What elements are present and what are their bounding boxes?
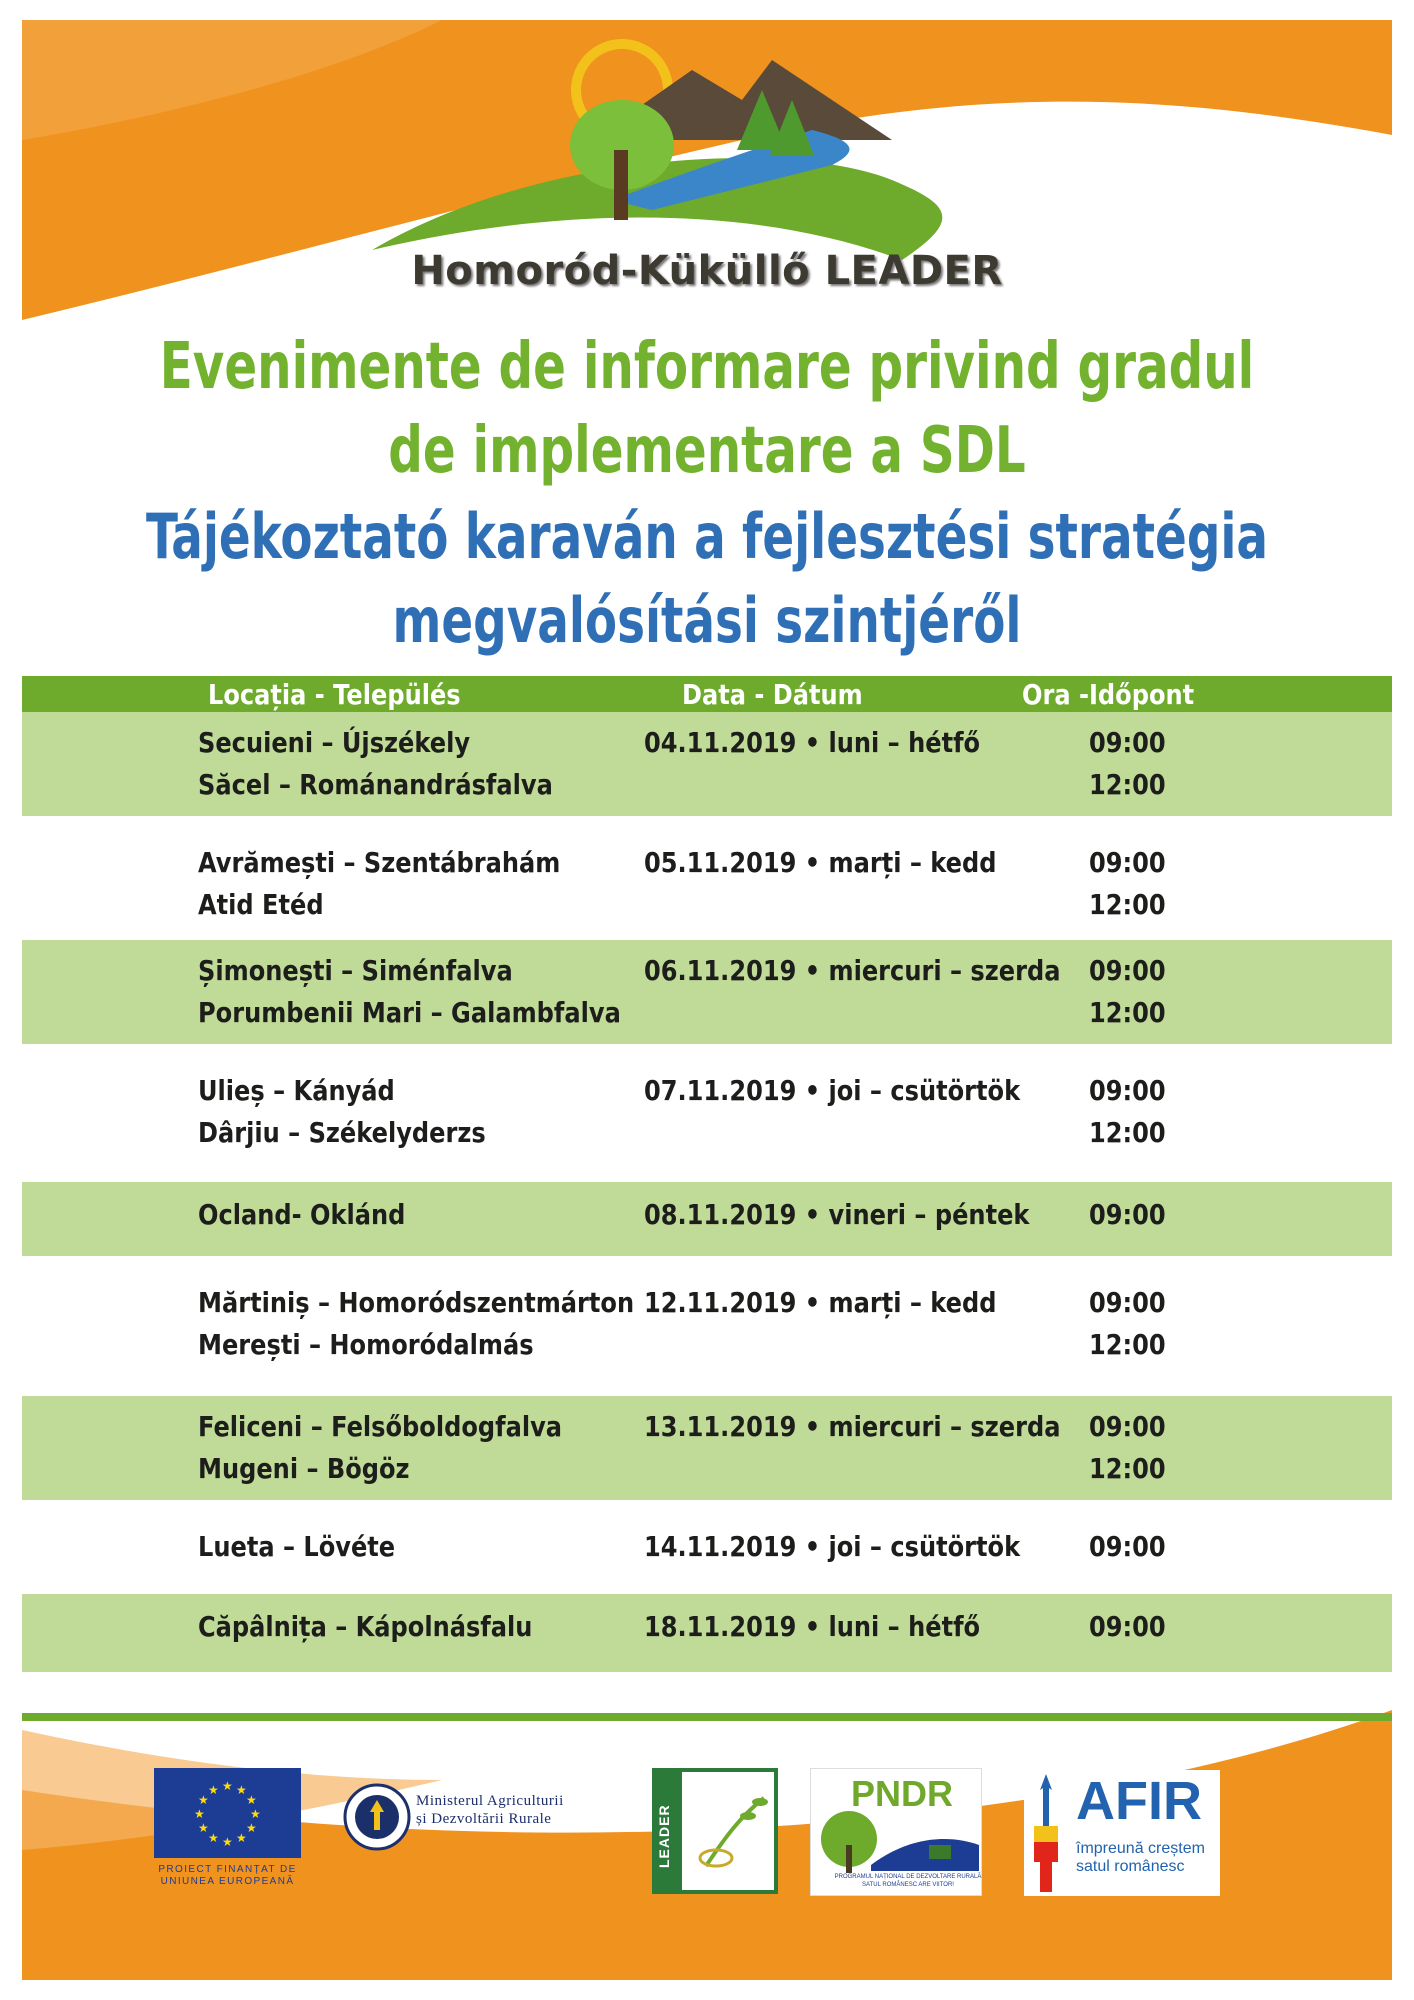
svg-text:★: ★ (236, 1831, 247, 1845)
time-cell: 09:00 (1089, 1610, 1166, 1643)
title-hu-line-1: Tájékoztató karaván a fejlesztési stratégia (145, 500, 1269, 573)
svg-text:★: ★ (236, 1783, 247, 1797)
header-date: Data - Dátum (682, 678, 863, 711)
date-cell: 08.11.2019 • vineri – péntek (644, 1198, 1030, 1231)
time-cell: 09:00 (1089, 1530, 1166, 1563)
date-cell: 12.11.2019 • marți – kedd (644, 1286, 997, 1319)
leader-logo (652, 1768, 778, 1894)
table-bottom-rule (22, 1713, 1392, 1721)
time-cell: 09:00 (1089, 1074, 1166, 1107)
svg-text:★: ★ (246, 1821, 257, 1835)
time-cell: 12:00 (1089, 1116, 1166, 1149)
date-cell: 13.11.2019 • miercuri – szerda (644, 1410, 1061, 1443)
location-cell: Căpâlnița – Kápolnásfalu (198, 1610, 533, 1643)
table-row (22, 712, 1392, 816)
location-cell: Mărtiniș – Homoródszentmárton (198, 1286, 635, 1319)
table-row (22, 1044, 1392, 1182)
svg-text:★: ★ (246, 1793, 257, 1807)
date-cell: 07.11.2019 • joi – csütörtök (644, 1074, 1021, 1107)
time-cell: 12:00 (1089, 1328, 1166, 1361)
location-cell: Lueta – Lövéte (198, 1530, 396, 1563)
table-row (22, 1256, 1392, 1396)
time-cell: 12:00 (1089, 768, 1166, 801)
location-cell: Ulieș – Kányád (198, 1074, 395, 1107)
title-hu-line-2: megvalósítási szintjéről (392, 584, 1022, 657)
seedling-icon (686, 1776, 776, 1886)
time-cell: 09:00 (1089, 1286, 1166, 1319)
time-cell: 09:00 (1089, 726, 1166, 759)
time-cell: 09:00 (1089, 954, 1166, 987)
time-cell: 09:00 (1089, 1198, 1166, 1231)
title-romanian (22, 325, 1392, 493)
location-cell: Săcel – Románandrásfalva (198, 768, 553, 801)
table-row (22, 1500, 1392, 1594)
date-cell: 14.11.2019 • joi – csütörtök (644, 1530, 1021, 1563)
location-cell: Șimonești – Siménfalva (198, 954, 513, 987)
afir-logo (1024, 1770, 1220, 1896)
location-cell: Dârjiu – Székelyderzs (198, 1116, 486, 1149)
poster (22, 20, 1392, 1980)
ministry-logo (342, 1782, 642, 1852)
table-row (22, 940, 1392, 1044)
svg-text:★: ★ (222, 1779, 233, 1793)
location-cell: Porumbenii Mari – Galambfalva (198, 996, 621, 1029)
time-cell: 09:00 (1089, 1410, 1166, 1443)
time-cell: 12:00 (1089, 996, 1166, 1029)
date-cell: 18.11.2019 • luni – hétfő (644, 1610, 981, 1643)
location-cell: Mugeni – Bögöz (198, 1452, 410, 1485)
location-cell: Atid Etéd (198, 888, 324, 921)
header-location: Locația - Település (208, 678, 461, 711)
location-cell: Avrămești – Szentábrahám (198, 846, 561, 879)
svg-text:★: ★ (222, 1835, 233, 1849)
afir-wheat-emblem-icon (1026, 1770, 1066, 1896)
schedule-table (22, 676, 1392, 1643)
location-cell: Merești – Homoródalmás (198, 1328, 534, 1361)
svg-text:★: ★ (250, 1807, 261, 1821)
location-cell: Ocland- Oklánd (198, 1198, 406, 1231)
title-ro-line-1: Evenimente de informare privind gradul (159, 330, 1255, 404)
title-ro-line-2: de implementare a SDL (388, 414, 1026, 488)
date-cell: 04.11.2019 • luni – hétfő (644, 726, 981, 759)
title-hungarian (22, 495, 1392, 663)
table-row (22, 1594, 1392, 1672)
eu-caption: PROIECT FINANȚAT DE UNIUNEA EUROPEANĂ (158, 1864, 297, 1887)
pndr-title: PNDR (851, 1773, 954, 1814)
time-cell: 12:00 (1089, 1452, 1166, 1485)
location-cell: Secuieni – Újszékely (198, 726, 471, 759)
table-row (22, 816, 1392, 940)
svg-text:★: ★ (208, 1783, 219, 1797)
eu-flag-logo (154, 1768, 301, 1858)
date-cell: 06.11.2019 • miercuri – szerda (644, 954, 1061, 987)
table-row (22, 1396, 1392, 1500)
time-cell: 09:00 (1089, 846, 1166, 879)
svg-text:★: ★ (194, 1807, 205, 1821)
afir-title: AFIR (1076, 1771, 1202, 1831)
time-cell: 12:00 (1089, 888, 1166, 921)
sponsor-logos (22, 1740, 1392, 1920)
location-cell: Feliceni – Felsőboldogfalva (198, 1410, 563, 1443)
svg-text:★: ★ (198, 1821, 209, 1835)
table-header (22, 676, 1392, 712)
svg-text:★: ★ (208, 1831, 219, 1845)
ministry-name: Ministerul Agriculturii și Dezvoltării Rurale (416, 1793, 564, 1827)
pndr-logo (810, 1768, 982, 1896)
svg-text:★: ★ (198, 1793, 209, 1807)
pndr-caption: PROGRAMUL NAȚIONAL DE DEZVOLTARE RURALĂ SATUL ROMÂNESC ARE VIITOR! (834, 1874, 982, 1888)
header-time: Ora -Időpont (1022, 678, 1195, 711)
leader-label: LEADER (656, 1804, 672, 1868)
romanian-government-seal-icon (342, 1782, 412, 1852)
table-row (22, 1182, 1392, 1256)
brand-name: Homoród-Küküllő LEADER (411, 248, 1003, 294)
eu-stars-icon (154, 1768, 301, 1858)
date-cell: 05.11.2019 • marți – kedd (644, 846, 997, 879)
afir-subtitle: împreună creștem satul românesc (1076, 1840, 1205, 1875)
